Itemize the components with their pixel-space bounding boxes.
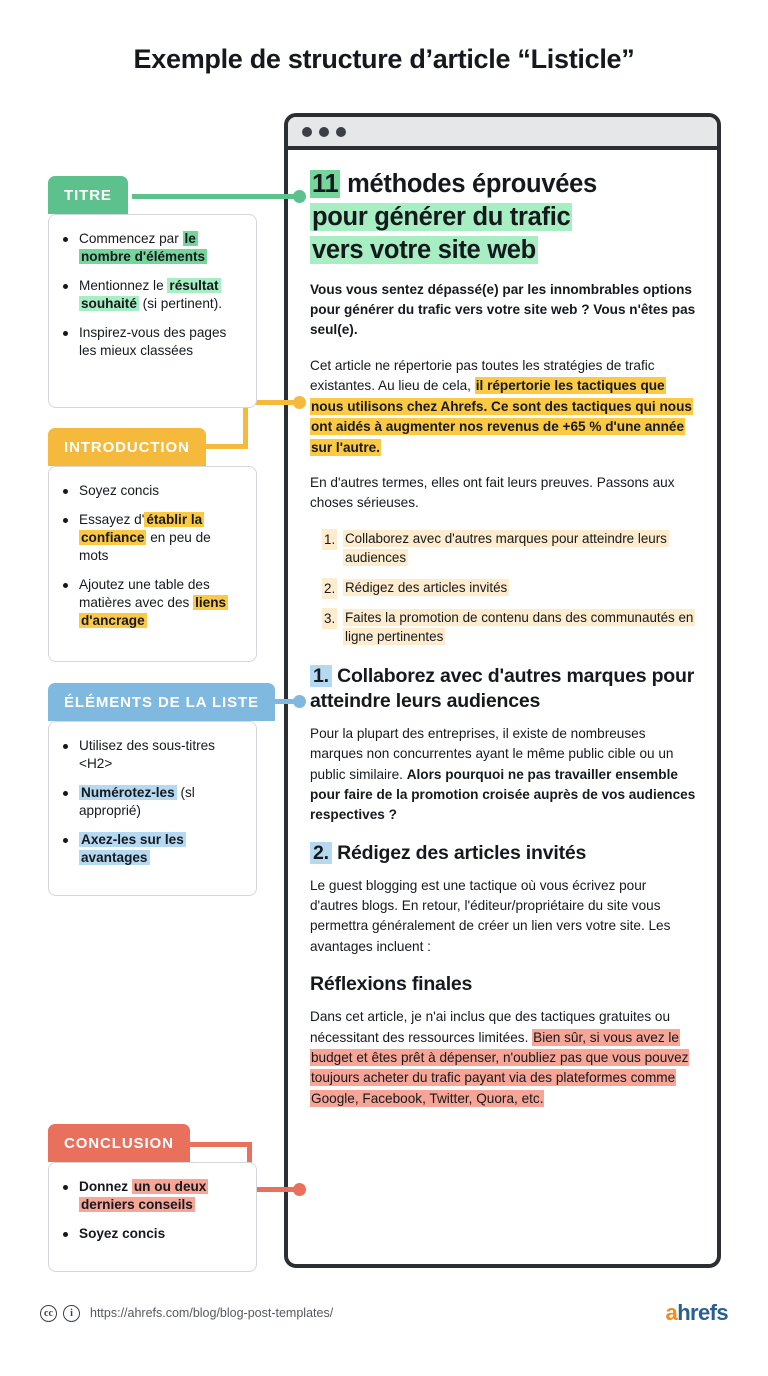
list-item <box>59 230 242 266</box>
page-title: Exemple de structure d’article “Listicle” <box>133 44 635 74</box>
heading-number: 1. <box>310 665 332 687</box>
browser-mockup <box>284 113 721 1268</box>
article-body-final <box>310 1007 697 1109</box>
window-maximize-dot-icon[interactable] <box>336 127 346 137</box>
article-table-of-contents <box>322 529 697 646</box>
section-list <box>59 482 242 631</box>
toc-item-label: Rédigez des articles invités <box>345 579 508 595</box>
toc-item-label: Collaborez avec d'autres marques pour atteindre leurs audiences <box>345 530 667 565</box>
body-plain-text: Pour la plupart des entreprises, il existe de nombreuses marques non concurrentes ayant le même public cible ou un public similaire. <box>310 725 674 782</box>
connector-dot-introduction <box>293 396 306 409</box>
headline-line-2: pour générer du trafic <box>312 203 571 232</box>
source-url[interactable]: https://ahrefs.com/blog/blog-post-templates/ <box>90 1306 334 1320</box>
item-text-mark: résultat souhaité <box>81 278 219 312</box>
window-minimize-dot-icon[interactable] <box>319 127 329 137</box>
toc-item[interactable] <box>322 608 697 646</box>
list-item <box>59 324 242 360</box>
item-text-post: en peu de mots <box>79 530 211 564</box>
body-plain-text: Dans cet article, je n'ai inclus que des tactiques gratuites ou nécessitant des ressources limitées. <box>310 1009 671 1045</box>
section-tab-conclusion[interactable] <box>48 1124 190 1162</box>
article-heading-2 <box>310 841 697 866</box>
article-heading-1 <box>310 664 697 714</box>
article-intro-paragraph <box>310 356 697 458</box>
intro-plain-text: Cet article ne répertorie pas toutes les stratégies de trafic existantes. Au lieu de cela, <box>310 357 655 394</box>
section-tab-label: INTRODUCTION <box>64 438 190 456</box>
connector-dot-elements <box>293 695 306 708</box>
ahrefs-logo[interactable] <box>666 1300 728 1326</box>
section-card-elements <box>48 721 257 896</box>
article-body-2: Le guest blogging est une tactique où vous écrivez pour d'autres blogs. En retour, l'éditeur/propriétaire du site vous permettra généralement de créer un lien vers votre site. Les avantages incluent : <box>310 877 671 954</box>
section-list <box>59 1178 242 1243</box>
item-text-pre: Soyez concis <box>79 483 160 498</box>
article-transition-paragraph: En d'autres termes, elles ont fait leurs preuves. Passons aux choses sérieuses. <box>310 474 675 511</box>
item-text-pre: Donnez <box>79 1179 132 1194</box>
body-highlighted-text: Bien sûr, si vous avez le budget et êtes prêt à dépenser, n'oubliez pas que vous pouvez toujours acheter du trafic payant via des plateformes comme Google, Facebook, Twitter, Quora, etc. <box>311 1029 689 1106</box>
item-text-pre: Utilisez des sous-titres <H2> <box>79 738 215 772</box>
list-item <box>59 511 242 565</box>
list-item <box>59 831 242 867</box>
section-list <box>59 737 242 867</box>
item-text-pre: Essayez d' <box>79 512 145 528</box>
connector-conclusion-h1 <box>190 1142 252 1147</box>
item-text-post: (sl approprié) <box>79 785 195 819</box>
item-text-pre: Commencez par <box>79 231 183 246</box>
list-item <box>59 482 242 500</box>
body-bold-text: Alors pourquoi ne pas travailler ensemble pour faire de la promotion croisée auprès de vos audiences respectives ? <box>310 766 696 823</box>
heading-number: 2. <box>310 842 332 864</box>
item-text-pre: Soyez concis <box>79 1226 166 1242</box>
toc-item[interactable] <box>322 578 697 597</box>
footer <box>0 1300 768 1326</box>
article-heading-final: Réflexions finales <box>310 973 473 996</box>
section-tab-introduction[interactable] <box>48 428 206 466</box>
item-text-pre: Ajoutez une table des matières avec des <box>79 577 210 611</box>
item-text-post: (si pertinent). <box>138 296 223 312</box>
logo-text: hrefs <box>677 1300 728 1325</box>
browser-title-bar <box>288 117 717 150</box>
section-card-conclusion <box>48 1162 257 1272</box>
creative-commons-icon: cc <box>40 1305 57 1322</box>
list-item <box>59 784 242 820</box>
headline-line-3: vers votre site web <box>312 236 536 265</box>
item-text-mark: un ou deux derniers conseils <box>81 1179 207 1213</box>
window-close-dot-icon[interactable] <box>302 127 312 137</box>
list-item <box>59 1225 242 1243</box>
connector-dot-conclusion <box>293 1183 306 1196</box>
item-text-pre: Inspirez-vous des pages les mieux classées <box>79 325 227 359</box>
toc-item-label: Faites la promotion de contenu dans des communautés en ligne pertinentes <box>345 609 694 644</box>
creative-commons-icons <box>40 1305 80 1322</box>
article-body-1 <box>310 724 697 826</box>
article-content <box>288 150 717 1138</box>
item-text-pre: Mentionnez le <box>79 278 168 294</box>
item-text-mark: liens d'ancrage <box>81 595 227 629</box>
item-text-mark: le nombre d'éléments <box>81 231 206 265</box>
section-list <box>59 230 242 360</box>
list-item <box>59 576 242 630</box>
section-card-titre <box>48 214 257 408</box>
article-headline <box>310 168 697 267</box>
heading-text: Collaborez avec d'autres marques pour atteindre leurs audiences <box>310 664 695 712</box>
section-tab-elements[interactable] <box>48 683 275 721</box>
logo-letter-a: a <box>665 1300 678 1325</box>
connector-titre <box>132 194 298 199</box>
section-card-introduction <box>48 466 257 662</box>
section-tab-label: CONCLUSION <box>64 1134 174 1152</box>
list-item <box>59 277 242 313</box>
attribution-person-icon: i <box>63 1305 80 1322</box>
intro-highlighted-text: il répertorie les tactiques que nous utilisons chez Ahrefs. Ce sont des tactiques qui nous ont aidés à augmenter nos revenus de +65 % d'une année sur l'autre. <box>311 378 692 455</box>
item-text-mark: Numérotez-les <box>81 785 175 801</box>
headline-number: 11 <box>312 170 339 198</box>
section-tab-label: ÉLÉMENTS DE LA LISTE <box>64 693 259 711</box>
headline-line-1: méthodes éprouvées <box>347 170 597 198</box>
section-tab-label: TITRE <box>64 186 112 204</box>
section-tab-titre[interactable] <box>48 176 128 214</box>
toc-item[interactable] <box>322 529 697 567</box>
item-text-mark: Axez-les sur les avantages <box>81 832 184 866</box>
item-text-mark: établir la confiance <box>81 512 203 546</box>
article-lede: Vous vous sentez dépassé(e) par les innombrables options pour générer du trafic vers votre site web ? Vous n'êtes pas seul(e). <box>310 282 696 338</box>
list-item <box>59 1178 242 1214</box>
heading-text: Rédigez des articles invités <box>337 841 587 864</box>
list-item <box>59 737 242 773</box>
connector-dot-titre <box>293 190 306 203</box>
